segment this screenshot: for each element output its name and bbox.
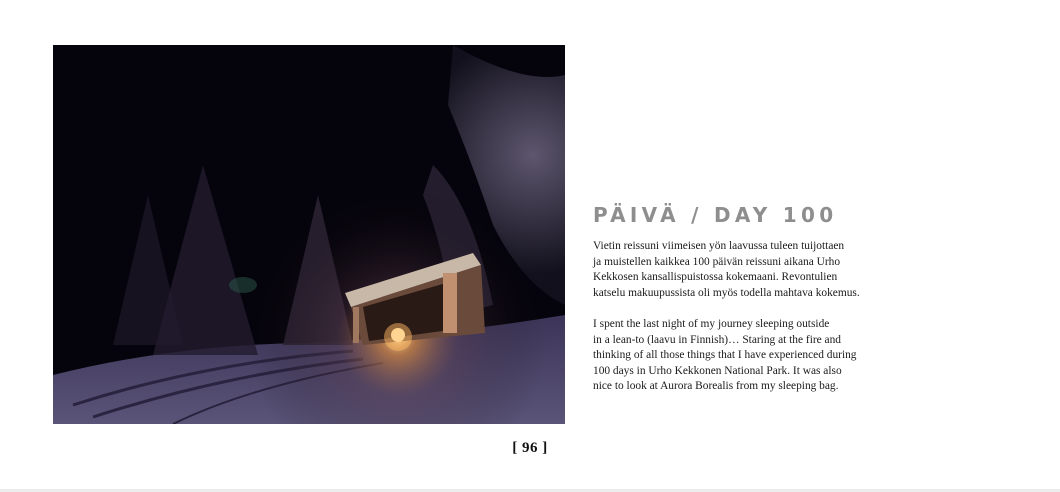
page-number: [ 96 ]	[512, 440, 548, 456]
finnish-paragraph	[593, 239, 913, 301]
night-shelter-photo	[53, 45, 565, 424]
finnish-line: Vietin reissuni viimeisen yön laavussa tuleen tuijottaen	[593, 240, 845, 252]
english-paragraph	[593, 317, 913, 395]
finnish-line: katselu makuupussista oli myös todella mahtava kokemus.	[593, 286, 860, 299]
english-line: 100 days in Urho Kekkonen National Park. It was also	[593, 364, 842, 377]
finnish-line: Kekkosen kansallispuistossa kokemaani. Revontulien	[593, 271, 838, 284]
english-line: thinking of all those things that I have experienced during	[593, 349, 857, 362]
english-line: nice to look at Aurora Borealis from my sleeping bag.	[593, 380, 839, 393]
campfire-lean-to-photo-icon	[53, 45, 565, 424]
english-line: in a lean-to (laavu in Finnish)… Staring at the fire and	[593, 333, 841, 346]
day-heading: PÄIVÄ / DAY 100	[593, 203, 838, 227]
finnish-line: ja muistellen kaikkea 100 päivän reissuni aikana Urho	[593, 255, 841, 268]
english-line: I spent the last night of my journey sleeping outside	[593, 318, 830, 330]
